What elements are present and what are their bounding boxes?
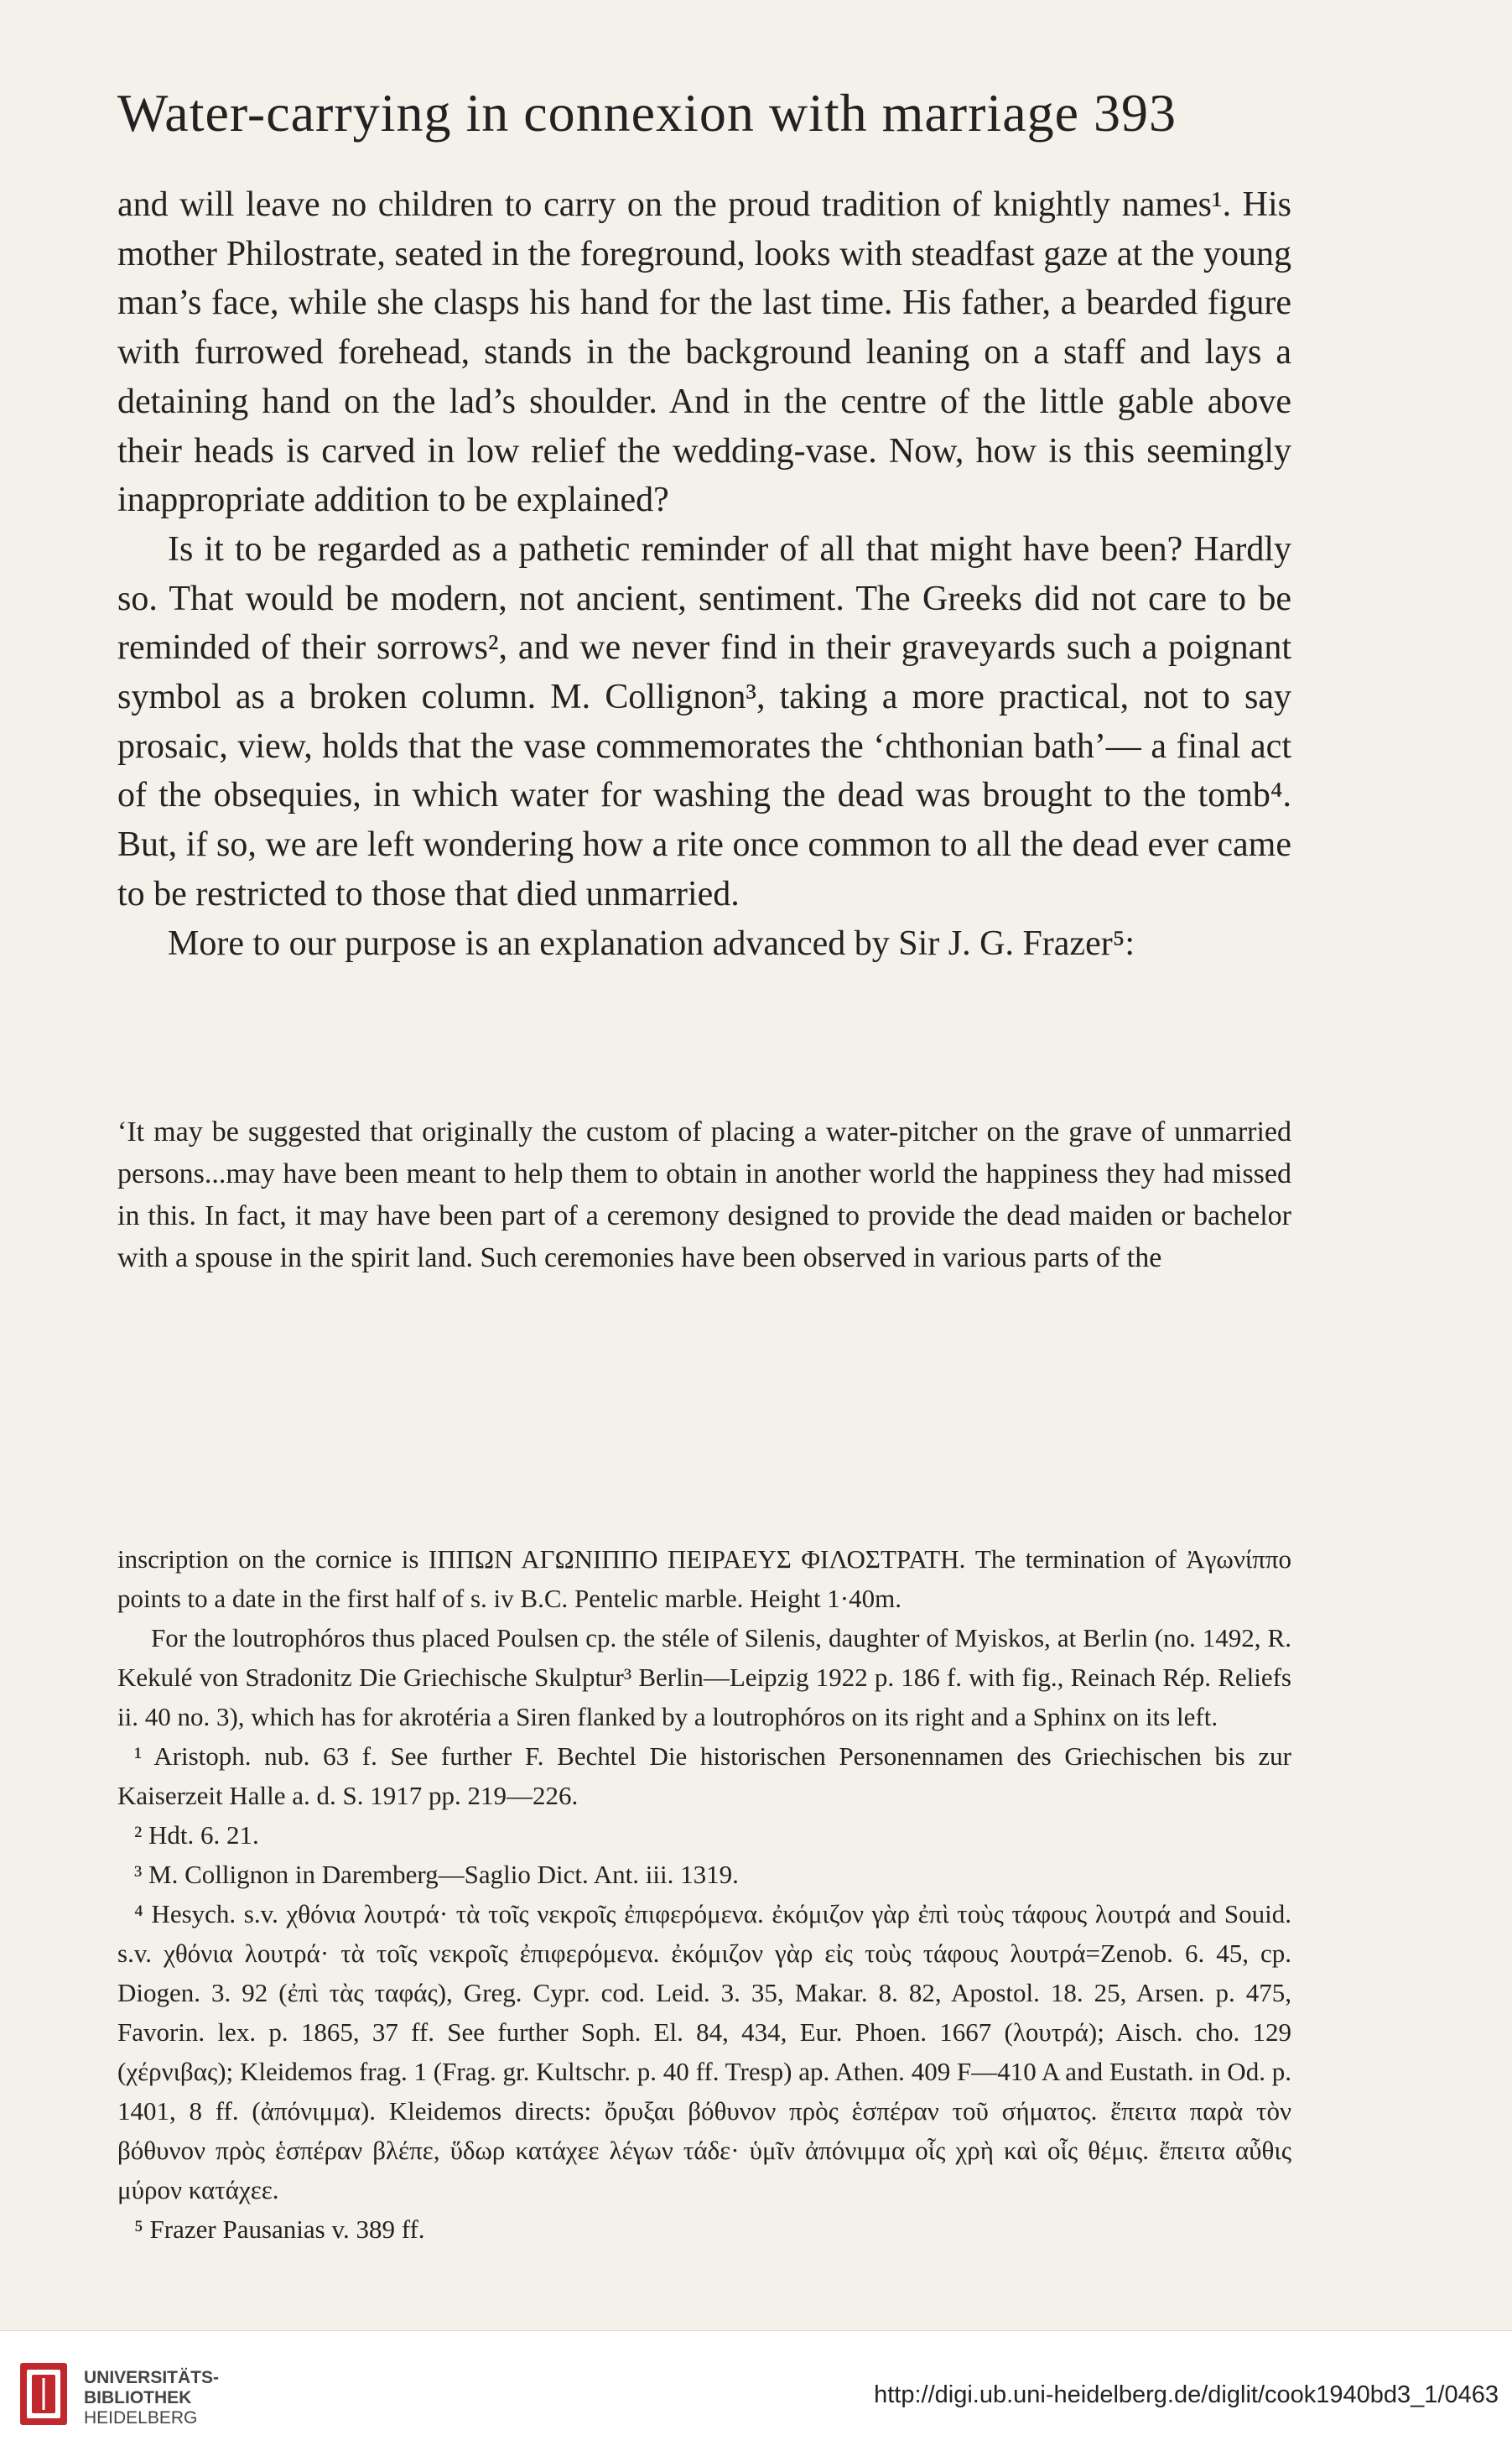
heidelberg-university-library-logo-icon bbox=[18, 2361, 69, 2427]
running-header bbox=[117, 82, 1291, 144]
footnotes bbox=[117, 1539, 1291, 2249]
footnote-loutrophoros: For the loutrophóros thus placed Poulsen cp. the stéle of Silenis, daughter of Myiskos, at Berlin (no. 1492, R. Kekulé von Stradonitz Die Griechische Skulptur³ Berlin—Leipzig 1922 p. 186 f. with fig., Reinach Rép. Reliefs ii. 40 no. 3), which has for akrotéria a Siren flanked by a loutrophóros on its right and a Sphinx on its left. bbox=[117, 1623, 1291, 1731]
running-title: Water-carrying in connexion with marriage bbox=[117, 83, 1079, 143]
quotation-text: ‘It may be suggested that originally the custom of placing a water-pitcher on the grave of unmarried persons...may have been meant to help them to obtain in another world the happiness they had missed in this. In fact, it may have been part of a ceremony designed to provide the dead maiden or bachelor with a spouse in the spirit land. Such ceremonies have been observed in various parts of the bbox=[117, 1116, 1291, 1273]
footnote-5: ⁵ Frazer Pausanias v. 389 ff. bbox=[134, 2214, 425, 2244]
main-text bbox=[117, 180, 1291, 968]
library-name-line-2: BIBLIOTHEK bbox=[84, 2388, 192, 2407]
page-number: 393 bbox=[1094, 83, 1177, 143]
footnote-1: ¹ Aristoph. nub. 63 f. See further F. Bechtel Die historischen Personennamen des Griechischen bis zur Kaiserzeit Halle a. d. S. 1917 pp. 219—226. bbox=[117, 1741, 1291, 1810]
paragraph-1: and will leave no children to carry on the proud tradition of knightly names¹. His mother Philostrate, seated in the foreground, looks with steadfast gaze at the young man’s face, while she clasps his hand for the last time. His father, a bearded figure with furrowed forehead, stands in the background leaning on a staff and lays a detaining hand on the lad’s shoulder. And in the centre of the little gable above their heads is carved in low relief the wedding-vase. Now, how is this seemingly inappropriate addition to be explained? bbox=[117, 185, 1291, 520]
footnote-2: ² Hdt. 6. 21. bbox=[134, 1820, 259, 1850]
library-name bbox=[84, 2368, 219, 2428]
library-name-line-1: UNIVERSITÄTS- bbox=[84, 2368, 220, 2387]
footnote-continuation: inscription on the cornice is ΙΠΠΩΝ ΑΓΩΝΙΠΠΟ ΠΕΙΡΑΕΥΣ ΦΙΛΟΣΤΡΑΤΗ. The termination of Ἀγωνίππο points to a date in the first half of s. iv B.C. Pentelic marble. Height 1·40m. bbox=[117, 1544, 1291, 1613]
digitization-footer bbox=[0, 2330, 1512, 2446]
frazer-quotation bbox=[117, 1111, 1291, 1279]
footnote-4: ⁴ Hesych. s.v. χθόνια λουτρά· τὰ τοῖς νεκροῖς ἐπιφερόμενα. ἐκόμιζον γὰρ ἐπὶ τοὺς τάφους λουτρά and Souid. s.v. χθόνια λουτρά· τὰ τοῖς νεκροῖς ἐπιφερόμενα. ἐκόμιζον γὰρ εἰς τοὺς τάφους λουτρά=Zenob. 6. 45, cp. Diogen. 3. 92 (ἐπὶ τὰς ταφάς), Greg. Cypr. cod. Leid. 3. 35, Makar. 8. 82, Apostol. 18. 25, Arsen. p. 475, Favorin. lex. p. 1865, 37 ff. See further Soph. El. 84, 434, Eur. Phoen. 1667 (λουτρά); Aisch. cho. 129 (χέρνιβας); Kleidemos frag. 1 (Frag. gr. Kultschr. p. 40 ff. Tresp) ap. Athen. 409 F—410 A and Eustath. in Od. p. 1401, 8 ff. (ἀπόνιμμα). Kleidemos directs: ὄρυξαι βόθυνον πρὸς ἑσπέραν τοῦ σήματος. ἔπειτα παρὰ τὸν βόθυνον πρὸς ἑσπέραν βλέπε, ὕδωρ κατάχεε λέγων τάδε· ὑμῖν ἀπόνιμμα οἷς χρὴ καὶ οἷς θέμις. ἔπειτα αὖθις μύρον κατάχεε. bbox=[117, 1899, 1291, 2204]
paragraph-2: Is it to be regarded as a pathetic reminder of all that might have been? Hardly so. That would be modern, not ancient, sentiment. The Greeks did not care to be reminded of their sorrows², and we never find in their graveyards such a poignant symbol as a broken column. M. Collignon³, taking a more practical, not to say prosaic, view, holds that the vase commemorates the ‘chthonian bath’— a final act of the obsequies, in which water for washing the dead was brought to the tomb⁴. But, if so, we are left wondering how a rite once common to all the dead ever came to be restricted to those that died unmarried. bbox=[117, 529, 1291, 913]
paragraph-3: More to our purpose is an explanation advanced by Sir J. G. Frazer⁵: bbox=[168, 924, 1135, 963]
footnote-3: ³ M. Collignon in Daremberg—Saglio Dict. Ant. iii. 1319. bbox=[134, 1860, 739, 1889]
page-url-link[interactable]: http://digi.ub.uni-heidelberg.de/diglit/cook1940bd3_1/0463 bbox=[874, 2381, 1499, 2408]
library-name-line-3: HEIDELBERG bbox=[84, 2408, 198, 2428]
